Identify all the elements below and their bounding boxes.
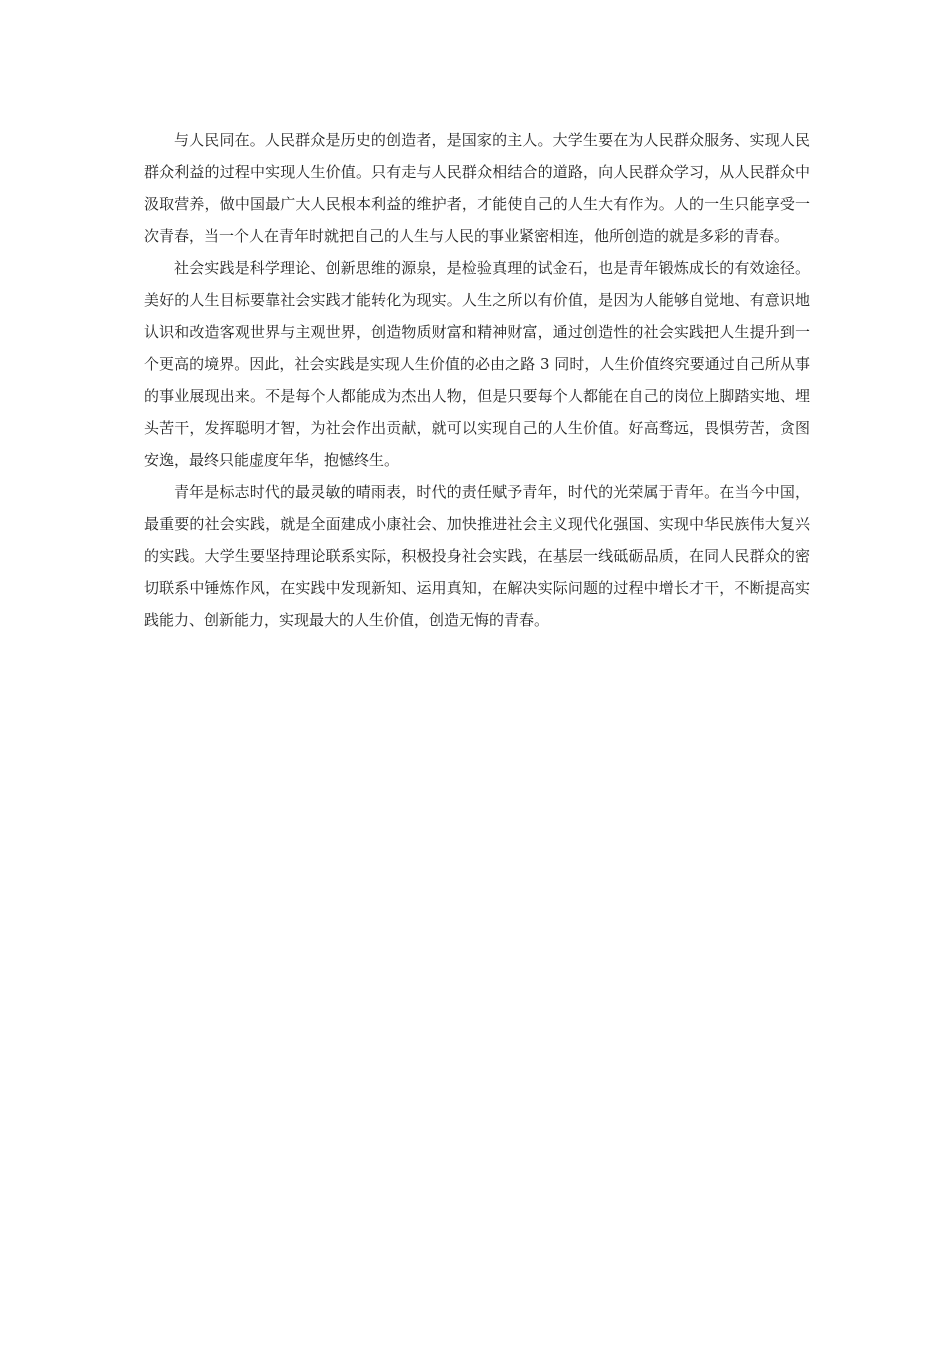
paragraph-3: 青年是标志时代的最灵敏的晴雨表，时代的责任赋予青年，时代的光荣属于青年。在当今中国，最重要的社会实践，就是全面建成小康社会、加快推进社会主义现代化强国、实现中华民族伟大复兴的实践。大学生要坚持理论联系实际，积极投身社会实践，在基层一线砥砺品质，在同人民群众的密切联系中锤炼作风，在实践中发现新知、运用真知，在解决实际问题的过程中增长才干，不断提高实践能力、创新能力，实现最大的人生价值，创造无悔的青春。: [144, 483, 810, 629]
paragraph-2: 社会实践是科学理论、创新思维的源泉，是检验真理的试金石，也是青年锻炼成长的有效途径。美好的人生目标要靠社会实践才能转化为现实。人生之所以有价值，是因为人能够自觉地、有意识地认识和改造客观世界与主观世界，创造物质财富和精神财富，通过创造性的社会实践把人生提升到一个更高的境界。因此，社会实践是实现人生价值的必由之路 3 同时，人生价值终究要通过自己所从事的事业展现出来。不是每个人都能成为杰出人物，但是只要每个人都能在自己的岗位上脚踏实地、埋头苦干，发挥聪明才智，为社会作出贡献，就可以实现自己的人生价值。好高骛远，畏惧劳苦，贪图安逸，最终只能虚度年华，抱憾终生。: [144, 259, 810, 469]
paragraph-1: 与人民同在。人民群众是历史的创造者，是国家的主人。大学生要在为人民群众服务、实现人民群众利益的过程中实现人生价值。只有走与人民群众相结合的道路，向人民群众学习，从人民群众中汲取营养，做中国最广大人民根本利益的维护者，才能使自己的人生大有作为。人的一生只能享受一次青春，当一个人在青年时就把自己的人生与人民的事业紧密相连，他所创造的就是多彩的青春。: [144, 131, 810, 245]
document-body: [144, 124, 810, 636]
